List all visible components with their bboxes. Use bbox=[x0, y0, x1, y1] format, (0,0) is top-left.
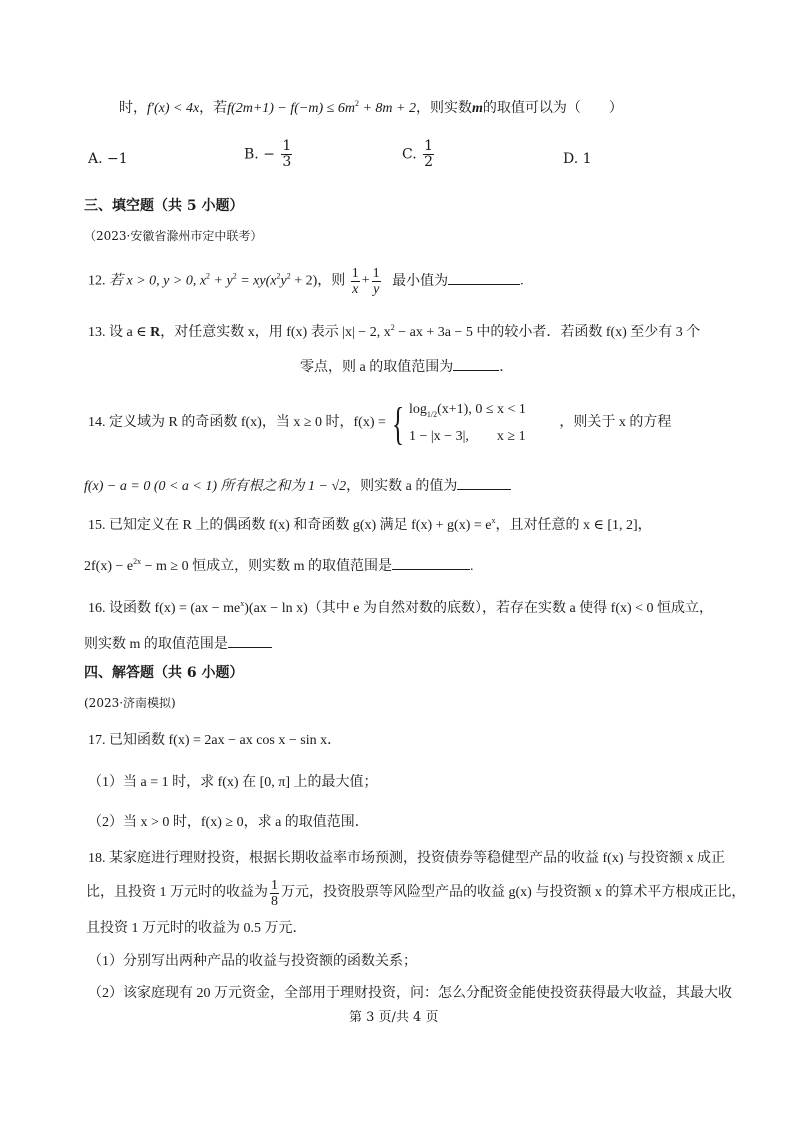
option-c: C. $\frac{1}{2}$ bbox=[402, 138, 434, 170]
section-3-source: （2023·安徽省滁州市定中联考） bbox=[84, 229, 263, 243]
q12-answer-blank[interactable] bbox=[448, 272, 520, 285]
q17-stem: 17. 已知函数 f(x) = 2ax − ax cos x − sin x． bbox=[88, 733, 342, 748]
option-b: B. − $\frac{1}{3}$ bbox=[244, 138, 292, 170]
q18-fraction: $\frac{1}{8}$ bbox=[271, 878, 278, 909]
q15-line-2: $2f(x) - e^{2x} - m \ge 0$ 恒成立，则实数 m 的取值范围是 . bbox=[84, 557, 474, 574]
section-4-title: 四、解答题（共 6 小题） bbox=[84, 665, 244, 681]
q14-number: 14. bbox=[88, 415, 106, 431]
q15-answer-blank[interactable] bbox=[392, 557, 470, 570]
option-a: A. −1 bbox=[88, 151, 128, 167]
q12-fraction-1: $\frac{1}{x}$ bbox=[351, 266, 359, 297]
q13-number: 13. bbox=[88, 325, 106, 340]
q17-part-2: （2）当 x > 0 时，f(x) ≥ 0，求 a 的取值范围． bbox=[88, 815, 369, 830]
q14-answer-blank[interactable] bbox=[457, 477, 511, 490]
q17-part-1: （1）当 a = 1 时，求 f(x) 在 [0, π] 上的最大值； bbox=[88, 775, 378, 790]
option-c-fraction: $\frac{1}{2}$ bbox=[424, 138, 434, 170]
q12-fraction-2: $\frac{1}{y}$ bbox=[372, 266, 380, 297]
q15-line-1: 15. 已知定义在 R 上的偶函数 f(x) 和奇函数 g(x) 满足 $f(x) + g(x) = e^x$，且对任意的 x ∈ [1, 2]， bbox=[88, 516, 652, 533]
q18-line-2: 比，且投资 1 万元时的收益为 $\frac{1}{8}$ 万元，投资股票等风险型产品的收益 g(x) 与投资额 x 的算术平方根成正比， bbox=[86, 878, 746, 909]
option-b-fraction: $\frac{1}{3}$ bbox=[282, 138, 292, 170]
q15-number: 15. bbox=[88, 518, 106, 533]
q14-line-2: f(x) − a = 0 (0 < a < 1) 所有根之和为 1 − √2，则实数 a 的值为 bbox=[84, 477, 511, 496]
q14-piecewise: $\log_{1/2}(x+1)$, 0 ≤ x < 1 1 − |x − 3|, x ≥ 1 bbox=[408, 402, 526, 445]
q11-condition-line: 时，f′(x) < 4x，若$f(2m+1) - f(-m) \le 6m^2 + 8m + 2$，则实数m的取值可以为（ ） bbox=[119, 99, 623, 116]
q18-part-2: （2）该家庭现有 20 万元资金，全部用于理财投资，问：怎么分配资金能使投资获得最大收益，其最大收 bbox=[88, 986, 732, 1001]
section-3-title: 三、填空题（共 5 小题） bbox=[84, 198, 244, 214]
q14-line-1: 14. 定义域为 R 的奇函数 f(x)，当 x ≥ 0 时，f(x) = { $\log_{1/2}(x+1)$, 0 ≤ x < 1 1 − |x − 3|, x ≥ 1 ，则关于 x 的方程 bbox=[88, 396, 671, 451]
piecewise-brace: { bbox=[392, 398, 405, 449]
q13-answer-blank[interactable] bbox=[453, 358, 499, 371]
q18-line-1: 18. 某家庭进行理财投资，根据长期收益率市场预测，投资债券等稳健型产品的收益 f(x) 与投资额 x 成正 bbox=[88, 851, 725, 866]
q16-line-2: 则实数 m 的取值范围是 bbox=[84, 635, 272, 654]
page-footer: 第 3 页/共 4 页 bbox=[349, 1010, 439, 1025]
q13-line-1: 13. 设 a ∈ R，对任意实数 x，用 f(x) 表示 |x| − 2, $x^2$ − ax + 3a − 5 中的较小者．若函数 f(x) 至少有 3 个 bbox=[88, 323, 701, 340]
q18-part-1: （1）分别写出两种产品的收益与投资额的函数关系； bbox=[88, 954, 417, 969]
q16-number: 16. bbox=[88, 601, 106, 616]
q16-answer-blank[interactable] bbox=[228, 635, 272, 648]
q18-number: 18. bbox=[88, 851, 106, 866]
q12: 12. 若 x > 0, y > 0, $x^2 + y^2 = xy(x^2y^2 + 2)$，则 $\frac{1}{x}$ + $\frac{1}{y}$ 最小值为 . bbox=[88, 266, 524, 297]
q18-line-3: 且投资 1 万元时的收益为 0.5 万元． bbox=[86, 921, 307, 936]
option-d: D. 1 bbox=[563, 151, 592, 167]
q13-line-2: 零点，则 a 的取值范围为 ． bbox=[300, 360, 514, 375]
section-4-source: (2023·济南模拟) bbox=[84, 696, 176, 710]
q16-line-1: 16. 设函数 $f(x) = (ax - me^x)(ax - \ln x)$（其中 e 为自然对数的底数），若存在实数 a 使得 f(x) < 0 恒成立， bbox=[88, 599, 714, 616]
q12-number: 12. bbox=[88, 273, 106, 289]
q17-number: 17. bbox=[88, 733, 106, 748]
